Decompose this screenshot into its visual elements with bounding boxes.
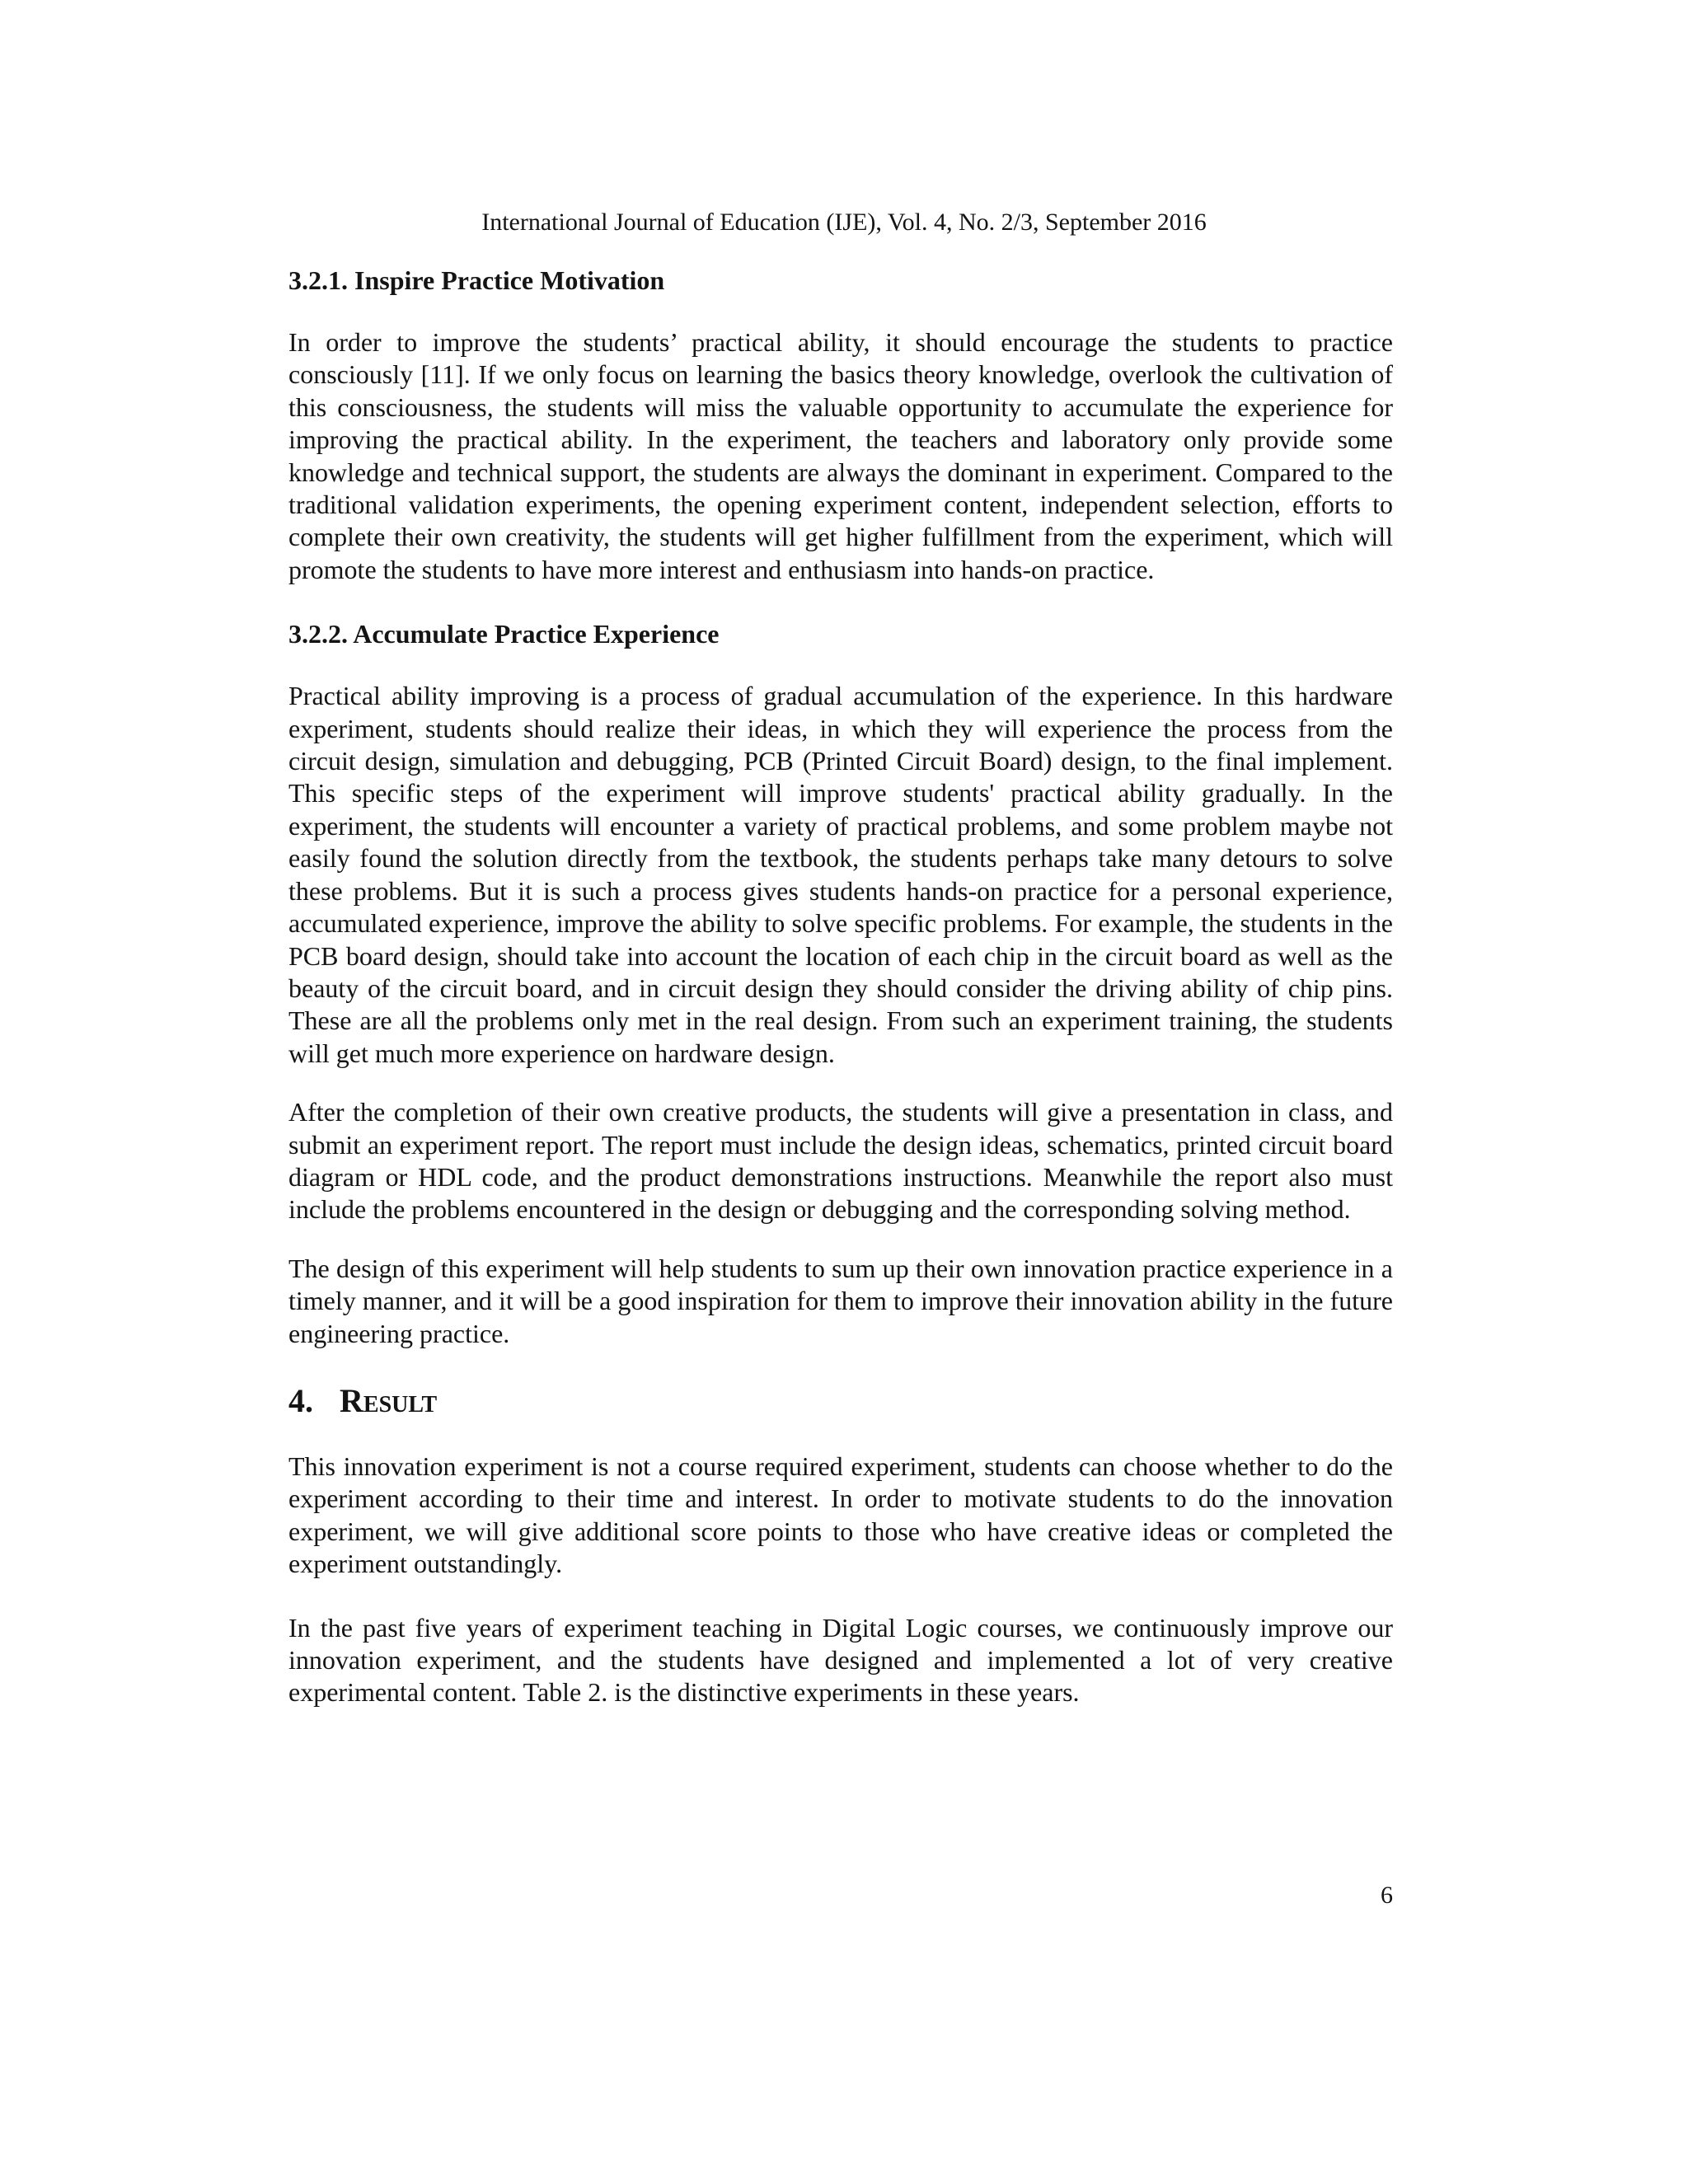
paragraph: The design of this experiment will help students to sum up their own innovation practice experience in a timely manner, and it will be a good inspiration for them to improve their innovation ability in the future engineering practice. [288,1253,1393,1348]
subsection-heading-3-2-1: 3.2.1. Inspire Practice Motivation [288,265,665,295]
page-number: 6 [1381,1882,1393,1909]
paragraph: This innovation experiment is not a course required experiment, students can choose whether to do the experiment according to their time and interest. In order to motivate students to do the innovation experiment, we will give additional score points to those who have creative ideas or completed the experiment outstandingly. [288,1451,1393,1579]
section-number: 4. [288,1381,313,1419]
subsection-heading-3-2-2: 3.2.2. Accumulate Practice Experience [288,619,720,649]
paragraph: Practical ability improving is a process of gradual accumulation of the experience. In this hardware experiment, students should realize their ideas, in which they will experience the process from the circuit design, simulation and debugging, PCB (Printed Circuit Board) design, to the final implement. This specific steps of the experiment will improve students' practical ability gradually. In the experiment, the students will encounter a variety of practical problems, and some problem maybe not easily found the solution directly from the textbook, the students perhaps take many detours to solve these problems. But it is such a process gives students hands-on practice for a personal experience, accumulated experience, improve the ability to solve specific problems. For example, the students in the PCB board design, should take into account the location of each chip in the circuit board as well as the beauty of the circuit board, and in circuit design they should consider the driving ability of chip pins. These are all the problems only met in the real design. From such an experiment training, the students will get much more experience on hardware design. [288,681,1393,1068]
paragraph: In order to improve the students’ practical ability, it should encourage the students to practice consciously [11]. If we only focus on learning the basics theory knowledge, overlook the cultivation of this consciousness, the students will miss the valuable opportunity to accumulate the experience for improving the practical ability. In the experiment, the teachers and laboratory only provide some knowledge and technical support, the students are always the dominant in experiment. Compared to the traditional validation experiments, the opening experiment content, independent selection, efforts to complete their own creativity, the students will get higher fulfillment from the experiment, which will promote the students to have more interest and enthusiasm into hands-on practice. [288,327,1393,584]
paragraph: In the past five years of experiment teaching in Digital Logic courses, we continuously improve our innovation experiment, and the students have designed and implemented a lot of very creative experimental content. Table 2. is the distinctive experiments in these years. [288,1612,1393,1708]
paragraph: After the completion of their own creative products, the students will give a presentation in class, and submit an experiment report. The report must include the design ideas, schematics, printed circuit board diagram or HDL code, and the product demonstrations instructions. Meanwhile the report also must include the problems encountered in the design or debugging and the corresponding solving method. [288,1097,1393,1225]
section-heading-4 [288,1381,1393,1421]
section-title: Result [340,1381,438,1419]
body-text [288,264,1393,1736]
running-header: International Journal of Education (IJE), Vol. 4, No. 2/3, September 2016 [481,209,1207,236]
